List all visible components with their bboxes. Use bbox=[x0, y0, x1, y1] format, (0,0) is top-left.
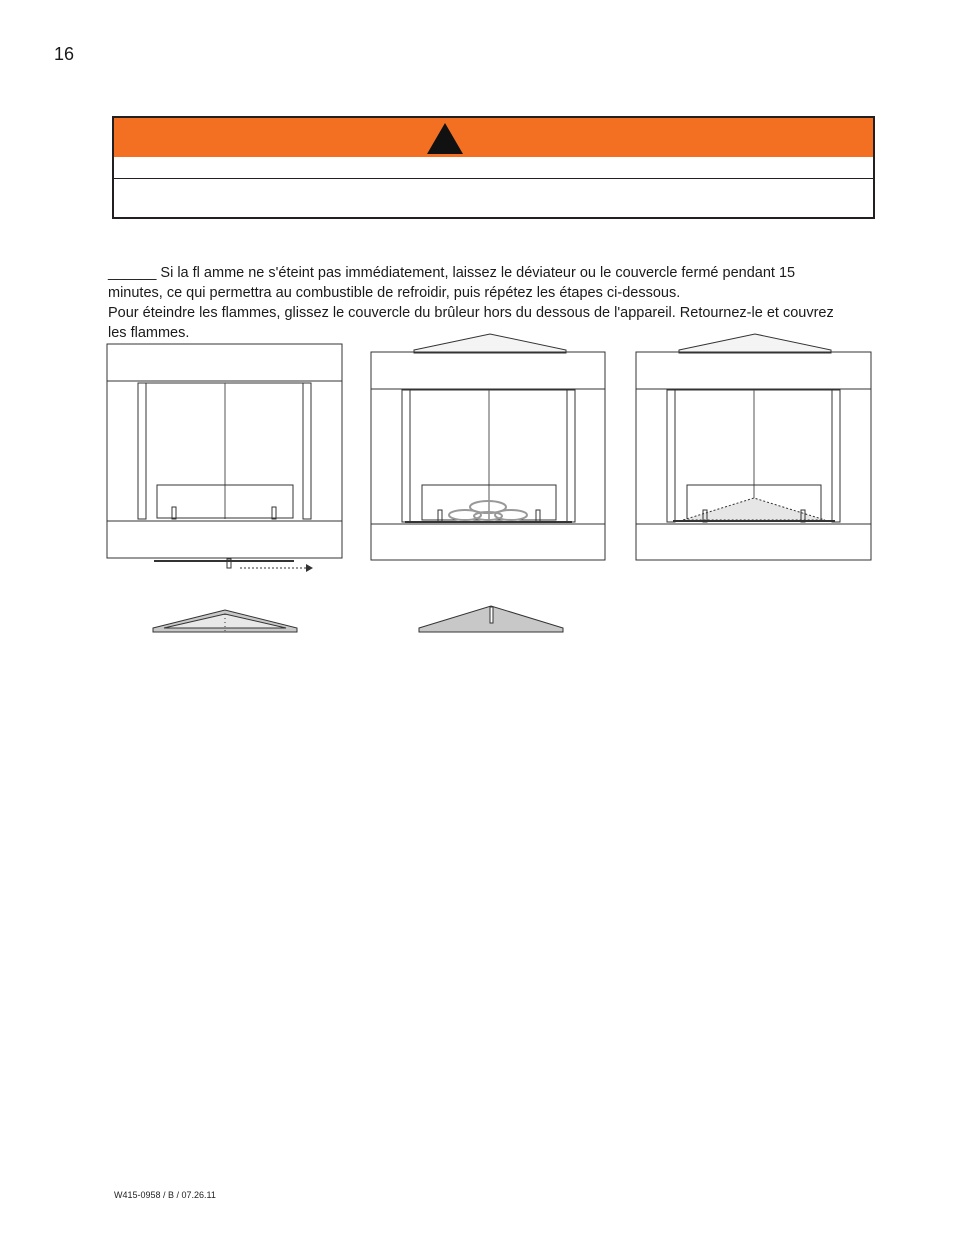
fireplace-diagram-1 bbox=[106, 343, 346, 583]
instruction-blank: ______ bbox=[108, 265, 157, 281]
instruction-paragraph-2: Pour éteindre les flammes, glissez le couvercle du brûleur hors du dessous de l'appareil. Retournez-le et couvrez les flammes. bbox=[108, 305, 834, 341]
instruction-paragraph-1: ______ Si la fl amme ne s'éteint pas immédiatement, laissez le déviateur ou le couvercle fermé pendant 15 minutes, ce qui permettra au combustible de refroidir, puis répétez les étapes ci-dessous. bbox=[108, 265, 796, 301]
fireplace-diagram-2 bbox=[370, 330, 610, 565]
warning-box bbox=[112, 116, 875, 219]
page-number: 16 bbox=[54, 44, 75, 64]
burner-cover-diagram-2 bbox=[416, 604, 568, 638]
warning-header bbox=[114, 118, 873, 157]
burner-cover-diagram-1 bbox=[150, 604, 302, 638]
warning-divider bbox=[114, 178, 873, 179]
fireplace-diagram-3 bbox=[635, 330, 875, 565]
document-code: W415-0958 / B / 07.26.11 bbox=[114, 1190, 216, 1200]
warning-triangle-icon bbox=[426, 122, 464, 155]
